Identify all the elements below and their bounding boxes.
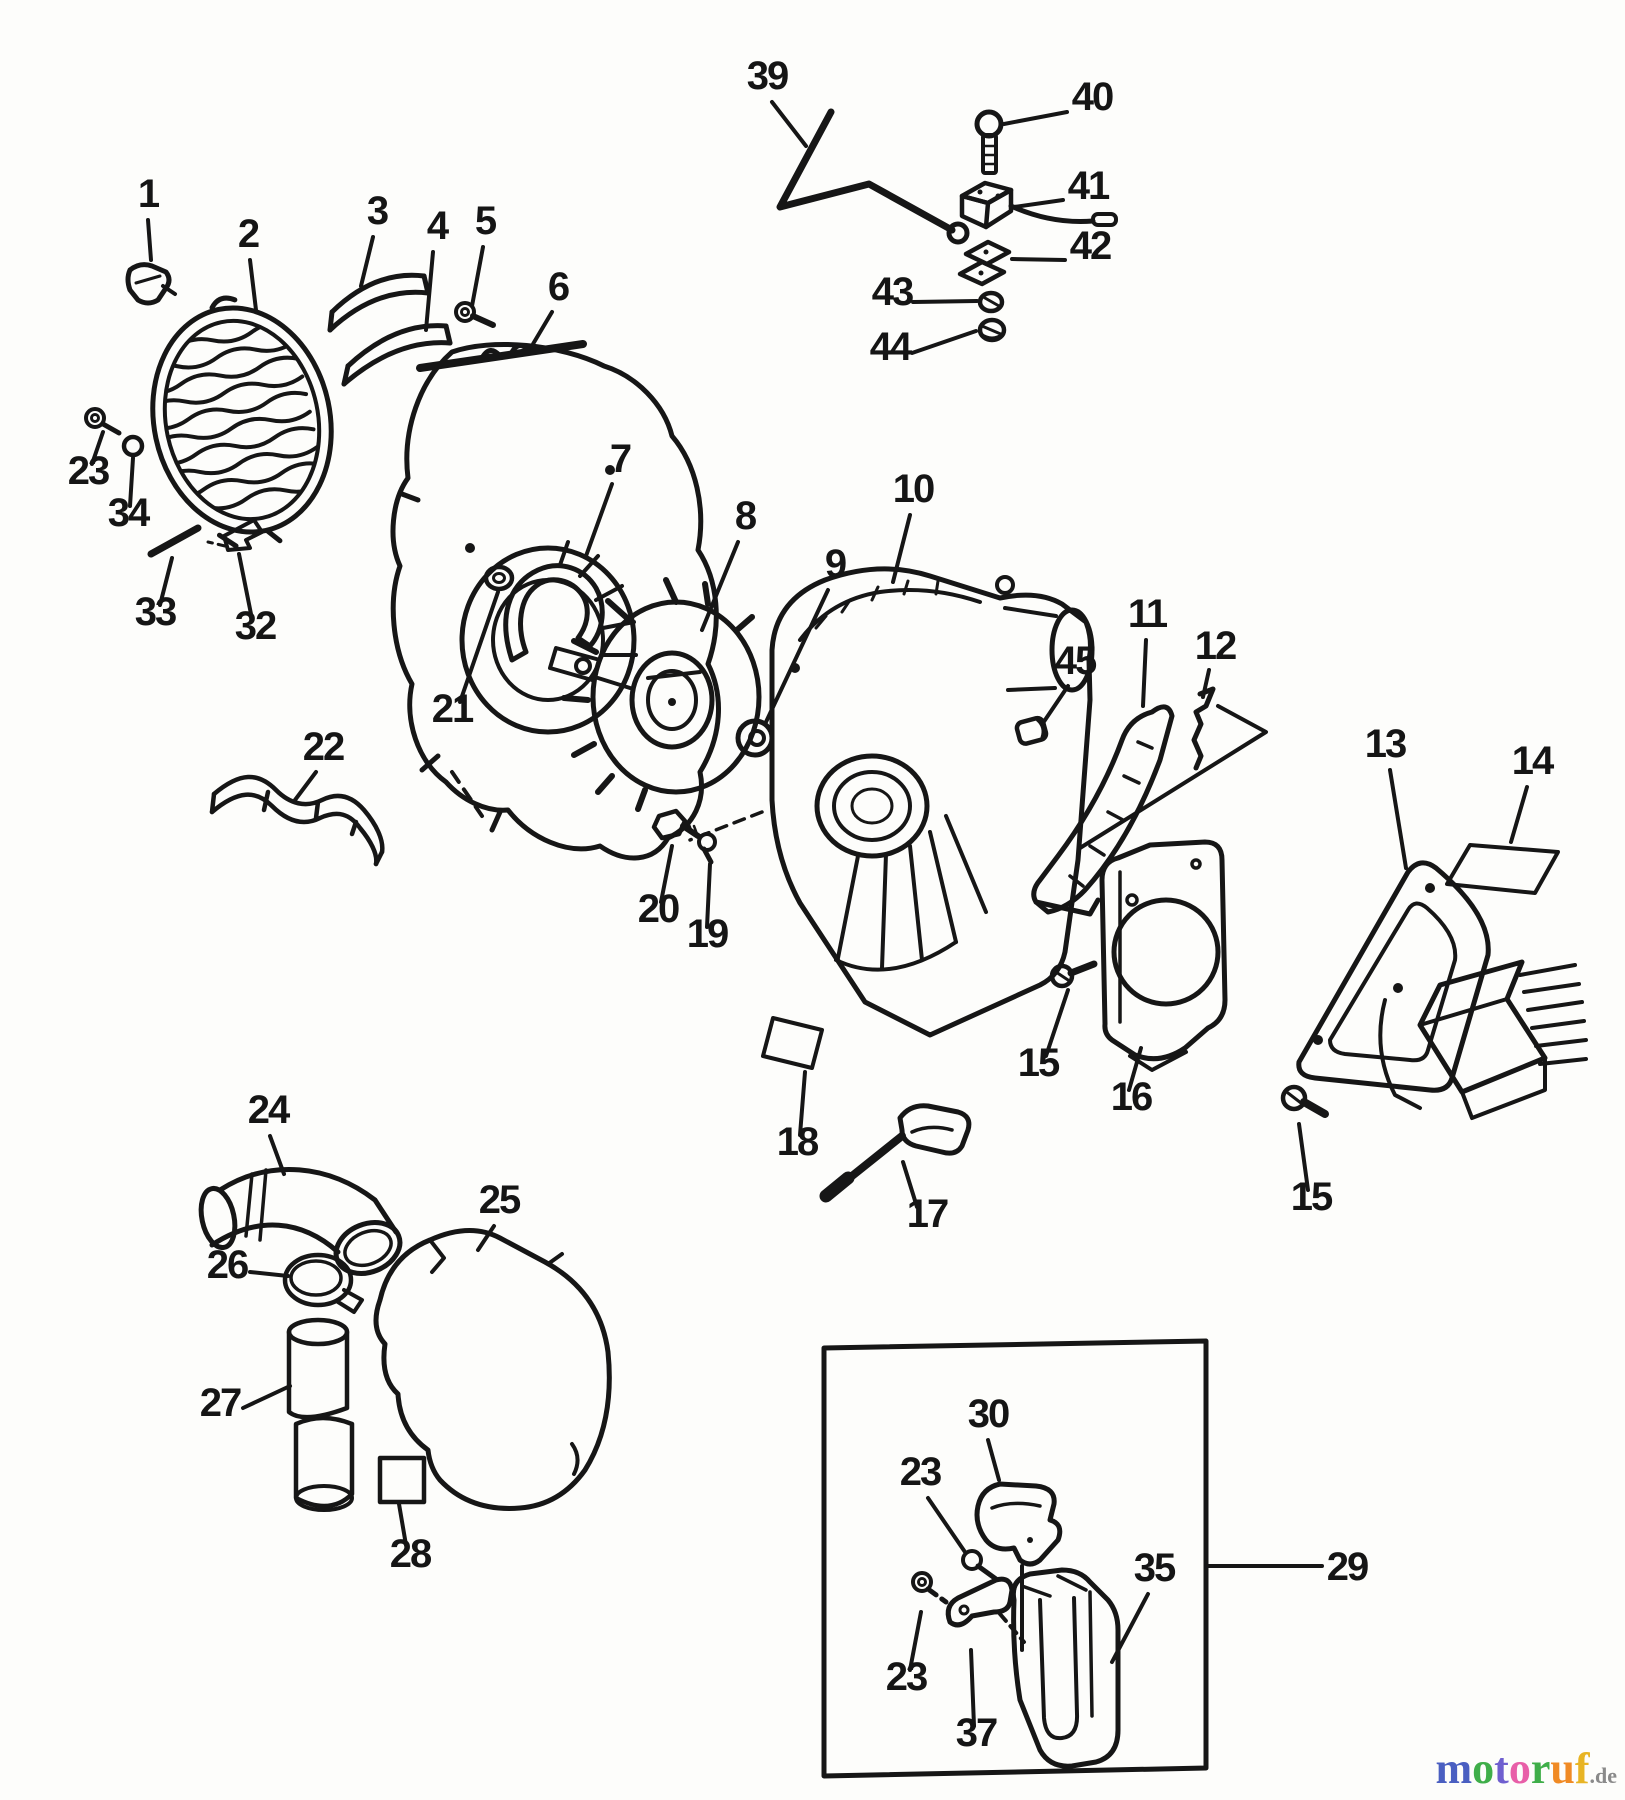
svg-text:35: 35 xyxy=(1133,1546,1175,1590)
part-19-screw xyxy=(699,834,715,862)
callout-27 xyxy=(200,1381,290,1425)
callout-17 xyxy=(903,1162,948,1236)
callout-22 xyxy=(295,725,344,800)
callout-39 xyxy=(747,54,806,146)
svg-text:34: 34 xyxy=(107,491,149,535)
part-10-main-housing xyxy=(690,569,1092,1035)
part-23-screw-left xyxy=(86,409,119,433)
callout-13 xyxy=(1365,722,1406,868)
svg-text:2: 2 xyxy=(237,212,259,256)
svg-text:16: 16 xyxy=(1110,1075,1152,1119)
svg-text:6: 6 xyxy=(547,265,569,309)
part-15-screw-bottom xyxy=(1283,1087,1325,1114)
svg-text:10: 10 xyxy=(892,467,934,511)
svg-text:4: 4 xyxy=(426,204,448,248)
callout-42 xyxy=(1012,224,1111,268)
callout-5 xyxy=(472,199,497,306)
svg-text:25: 25 xyxy=(478,1178,520,1222)
callout-2 xyxy=(238,212,259,310)
callout-23 xyxy=(900,1450,965,1552)
callout-41 xyxy=(1014,164,1110,208)
svg-text:14: 14 xyxy=(1511,739,1553,783)
callout-8 xyxy=(702,494,757,630)
svg-text:40: 40 xyxy=(1071,75,1113,119)
svg-text:20: 20 xyxy=(637,887,679,931)
callout-11 xyxy=(1128,592,1168,706)
watermark-letter: m xyxy=(1435,1744,1473,1793)
svg-text:22: 22 xyxy=(302,725,344,769)
callout-7 xyxy=(586,437,631,556)
watermark-suffix: .de xyxy=(1589,1763,1617,1788)
svg-text:42: 42 xyxy=(1069,224,1111,268)
part-34-washer xyxy=(124,437,142,455)
part-27-tubes xyxy=(289,1320,352,1510)
part-8-fan xyxy=(564,580,759,809)
part-44-nut xyxy=(980,320,1004,340)
svg-text:30: 30 xyxy=(967,1392,1009,1436)
callout-44 xyxy=(870,325,976,369)
svg-text:32: 32 xyxy=(234,604,276,648)
callout-23 xyxy=(886,1612,927,1699)
part-3-strip xyxy=(330,275,428,330)
part-13-side-cover xyxy=(1299,863,1488,1090)
svg-text:13: 13 xyxy=(1364,722,1406,766)
svg-text:1: 1 xyxy=(137,172,159,216)
watermark-letter: o xyxy=(1472,1744,1495,1793)
svg-text:8: 8 xyxy=(734,494,756,538)
part-15-screw-left xyxy=(1052,964,1094,986)
part-23-screw-box-lower xyxy=(913,1573,946,1602)
svg-text:23: 23 xyxy=(67,449,109,493)
svg-text:33: 33 xyxy=(134,590,176,634)
callout-40 xyxy=(1004,75,1113,124)
svg-text:39: 39 xyxy=(746,54,788,98)
part-25-cover xyxy=(376,1230,609,1508)
svg-text:45: 45 xyxy=(1054,639,1096,683)
svg-text:21: 21 xyxy=(431,687,473,731)
svg-text:15: 15 xyxy=(1290,1175,1332,1219)
svg-text:12: 12 xyxy=(1194,624,1236,668)
svg-text:43: 43 xyxy=(871,270,913,314)
svg-text:3: 3 xyxy=(366,189,388,233)
callout-10 xyxy=(893,467,934,582)
svg-text:24: 24 xyxy=(247,1088,289,1132)
callout-15 xyxy=(1291,1124,1333,1219)
part-30-trigger xyxy=(977,1484,1060,1650)
callout-35 xyxy=(1112,1546,1176,1662)
callout-12 xyxy=(1195,624,1236,697)
part-21-nut xyxy=(486,567,512,589)
svg-text:15: 15 xyxy=(1017,1041,1059,1085)
engine-block xyxy=(1380,962,1586,1118)
svg-text:44: 44 xyxy=(869,325,911,369)
callout-37 xyxy=(956,1650,997,1755)
part-42-clip xyxy=(960,242,1009,284)
part-1-lever xyxy=(128,265,175,303)
part-39-rod xyxy=(780,112,967,242)
svg-text:11: 11 xyxy=(1127,592,1167,636)
svg-text:37: 37 xyxy=(955,1711,997,1755)
svg-text:18: 18 xyxy=(776,1120,818,1164)
part-5-screw xyxy=(456,303,493,325)
svg-text:27: 27 xyxy=(199,1381,241,1425)
callout-18 xyxy=(777,1072,819,1164)
callout-3 xyxy=(361,189,388,286)
svg-text:26: 26 xyxy=(206,1243,248,1287)
svg-text:28: 28 xyxy=(389,1532,431,1576)
part-7-fork xyxy=(506,566,602,680)
part-40-bolt xyxy=(977,112,1001,173)
svg-text:7: 7 xyxy=(609,437,631,481)
callout-15 xyxy=(1018,990,1068,1085)
svg-text:41: 41 xyxy=(1067,164,1109,208)
svg-text:5: 5 xyxy=(474,199,496,243)
watermark-letter: r xyxy=(1530,1744,1551,1793)
callout-32 xyxy=(235,554,276,648)
part-28-pad xyxy=(380,1458,424,1502)
callout-19 xyxy=(687,864,728,956)
callout-28 xyxy=(390,1504,432,1576)
callout-34 xyxy=(108,458,151,535)
svg-text:17: 17 xyxy=(906,1192,948,1236)
callout-6 xyxy=(533,265,569,344)
callout-29 xyxy=(1208,1545,1368,1589)
svg-text:29: 29 xyxy=(1326,1545,1368,1589)
callout-1 xyxy=(138,172,160,260)
callout-23 xyxy=(68,432,109,493)
part-18-label-sticker xyxy=(763,1018,822,1068)
watermark-letter: t xyxy=(1494,1744,1509,1793)
part-14-label-sticker xyxy=(1447,845,1558,893)
part-23-screw-box-upper xyxy=(963,1551,996,1579)
svg-text:19: 19 xyxy=(686,912,728,956)
part-33-pin xyxy=(151,528,198,554)
part-22-strap xyxy=(212,777,382,864)
part-2-starter-grille xyxy=(126,282,354,563)
svg-text:23: 23 xyxy=(885,1655,927,1699)
part-16-shroud xyxy=(1102,842,1225,1070)
callout-4 xyxy=(426,204,450,330)
callout-33 xyxy=(135,558,176,634)
watermark-letter: f xyxy=(1574,1744,1590,1793)
part-43-nut xyxy=(980,293,1002,311)
callout-layer xyxy=(68,54,1555,1755)
callout-30 xyxy=(968,1392,1009,1480)
callout-14 xyxy=(1511,739,1555,842)
watermark-letter: o xyxy=(1508,1744,1531,1793)
watermark-motoruf xyxy=(1436,1743,1617,1794)
part-35-grip xyxy=(1013,1570,1118,1766)
watermark-letter: u xyxy=(1550,1744,1575,1793)
callout-26 xyxy=(207,1243,288,1287)
part-17-t-wrench xyxy=(826,1106,969,1196)
svg-text:9: 9 xyxy=(824,542,846,586)
svg-text:23: 23 xyxy=(899,1450,941,1494)
callout-24 xyxy=(248,1088,291,1174)
